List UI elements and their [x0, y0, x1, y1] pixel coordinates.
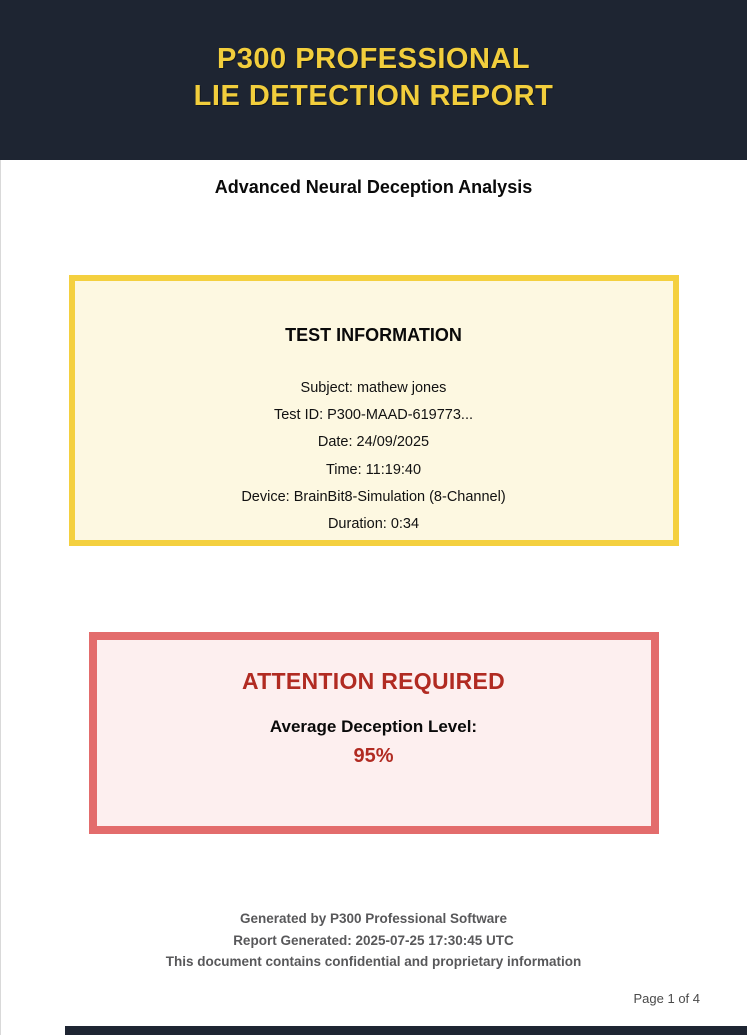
test-info-line-duration: Duration: 0:34	[327, 516, 420, 533]
test-information-lines	[75, 375, 673, 540]
report-footer	[0, 908, 747, 973]
page-edge-line	[0, 160, 1, 1035]
attention-required-box	[89, 632, 659, 834]
test-info-line-subject: Subject: mathew jones	[300, 380, 447, 396]
test-info-line-date: Date: 24/09/2025	[317, 434, 430, 451]
average-deception-level-label: Average Deception Level:	[269, 717, 478, 737]
average-deception-level-value: 95%	[353, 745, 394, 768]
page-number: Page 1 of 4	[633, 990, 700, 1006]
footer-report-generated: Report Generated: 2025-07-25 17:30:45 UTC	[233, 932, 514, 948]
test-info-line-device: Device: BrainBit8-Simulation (8-Channel)	[241, 488, 506, 505]
attention-required-heading: ATTENTION REQUIRED	[241, 668, 506, 695]
test-info-line-test-id: Test ID: P300-MAAD-619773...	[273, 407, 474, 424]
test-information-heading: TEST INFORMATION	[285, 325, 462, 345]
test-info-line-time: Time: 11:19:40	[325, 461, 422, 478]
footer-confidential-notice: This document contains confidential and proprietary information	[165, 954, 582, 970]
report-subtitle: Advanced Neural Deception Analysis	[214, 177, 533, 197]
footer-generated-by: Generated by P300 Professional Software	[239, 911, 508, 927]
report-title-line-2: LIE DETECTION REPORT	[193, 80, 554, 112]
report-header	[0, 0, 747, 160]
report-title-line-1: P300 PROFESSIONAL	[216, 43, 531, 75]
next-page-header-strip	[65, 1026, 747, 1035]
test-information-box	[69, 275, 679, 546]
